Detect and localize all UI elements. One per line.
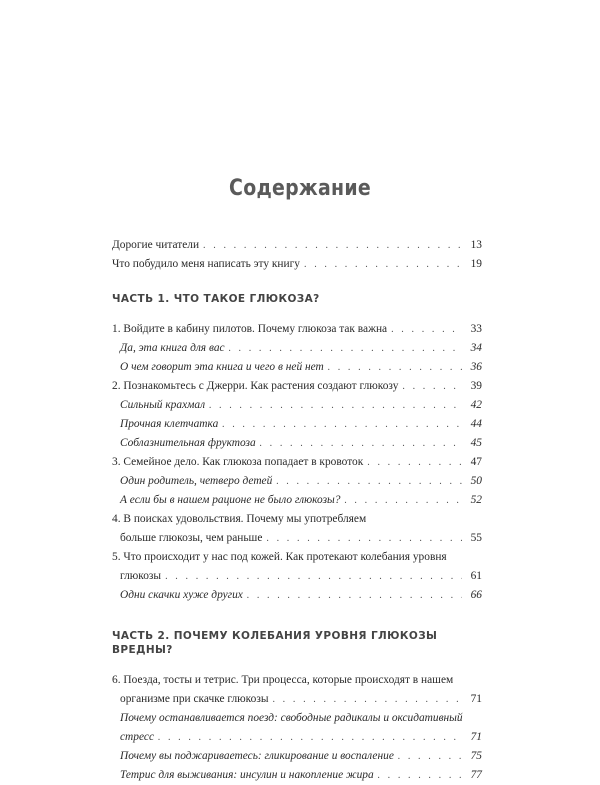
toc-entry-text: Прочная клетчатка [120, 418, 219, 430]
toc-entry-text: 2. Познакомьтесь с Джерри. Как растения создают глюкозу [112, 380, 399, 392]
table-of-contents [112, 236, 482, 785]
toc-entry-chapter-4[interactable] [112, 510, 482, 548]
toc-entry-chapter-3-section-1[interactable] [112, 472, 482, 491]
toc-entry-text: Почему вы поджариваетесь: гликирование и воспаление [120, 750, 394, 762]
toc-entry-chapter-3-section-2[interactable] [112, 491, 482, 510]
toc-entry-chapter-5[interactable] [112, 548, 482, 586]
toc-entry-text: 4. В поисках удовольствия. Почему мы употребляем [112, 513, 367, 525]
leader-dots [328, 358, 462, 377]
page-number: 50 [470, 475, 482, 487]
page-number: 36 [470, 361, 482, 373]
toc-entry-text: Дорогие читатели [112, 239, 200, 251]
toc-entry-text: Что побудило меня написать эту книгу [112, 258, 300, 270]
leader-dots [272, 690, 462, 709]
toc-entry-text: Один родитель, четверо детей [120, 475, 273, 487]
toc-entry-text: Соблазнительная фруктоза [120, 437, 256, 449]
toc-entry-chapter-1[interactable] [112, 320, 482, 339]
toc-entry-chapter-2-section-3[interactable] [112, 434, 482, 453]
leader-dots [229, 339, 462, 358]
leader-dots [304, 255, 462, 274]
toc-entry-text: Одни скачки хуже других [120, 589, 243, 601]
part-2-heading: ЧАСТЬ 2. ПОЧЕМУ КОЛЕБАНИЯ УРОВНЯ ГЛЮКОЗЫ ВРЕДНЫ? [112, 630, 438, 656]
toc-entry-text: 1. Войдите в кабину пилотов. Почему глюкоза так важна [112, 323, 388, 335]
leader-dots [402, 377, 462, 396]
page-number: 19 [470, 258, 482, 270]
toc-entry-chapter-3[interactable] [112, 453, 482, 472]
toc-entry-dear-readers[interactable] [112, 236, 482, 255]
leader-dots [391, 320, 462, 339]
toc-entry-text: А если бы в нашем рационе не было глюкозы? [120, 494, 341, 506]
toc-entry-chapter-6-section-3[interactable] [112, 766, 482, 785]
toc-entry-text-continued: больше глюкозы, чем раньше [120, 532, 263, 544]
toc-entry-text: 6. Поезда, тосты и тетрис. Три процесса, которые происходят в нашем [112, 674, 454, 686]
page-number: 66 [470, 589, 482, 601]
page-number: 77 [470, 769, 482, 781]
toc-entry-text-continued: организме при скачке глюкозы [120, 693, 269, 705]
page-number: 44 [470, 418, 482, 430]
leader-dots [209, 396, 462, 415]
page-number: 71 [470, 731, 482, 743]
toc-entry-chapter-6-section-1[interactable] [112, 709, 482, 747]
toc-entry-text: О чем говорит эта книга и чего в ней нет [120, 361, 324, 373]
page-number: 33 [470, 323, 482, 335]
leader-dots [260, 434, 462, 453]
leader-dots [165, 567, 462, 586]
page-number: 34 [470, 342, 482, 354]
toc-entry-text: Сильный крахмал [120, 399, 206, 411]
toc-entry-text: Тетрис для выживания: инсулин и накопление жира [120, 769, 374, 781]
toc-entry-text: 5. Что происходит у нас под кожей. Как протекают колебания уровня [112, 551, 447, 563]
leader-dots [367, 453, 462, 472]
toc-entry-chapter-6[interactable] [112, 671, 482, 709]
part-1-heading: ЧАСТЬ 1. ЧТО ТАКОЕ ГЛЮКОЗА? [112, 293, 320, 305]
toc-entry-text-continued: стресс [120, 731, 154, 743]
leader-dots [203, 236, 462, 255]
leader-dots [378, 766, 462, 785]
leader-dots [266, 529, 462, 548]
page-number: 39 [470, 380, 482, 392]
page-number: 13 [470, 239, 482, 251]
toc-entry-chapter-1-section-2[interactable] [112, 358, 482, 377]
leader-dots [158, 728, 462, 747]
page-number: 71 [470, 693, 482, 705]
page-number: 75 [470, 750, 482, 762]
toc-entry-text: 3. Семейное дело. Как глюкоза попадает в кровоток [112, 456, 364, 468]
toc-entry-chapter-2[interactable] [112, 377, 482, 396]
page-number: 52 [470, 494, 482, 506]
page-number: 47 [470, 456, 482, 468]
page-number: 61 [470, 570, 482, 582]
page-number: 55 [470, 532, 482, 544]
toc-entry-chapter-2-section-1[interactable] [112, 396, 482, 415]
toc-entry-chapter-2-section-2[interactable] [112, 415, 482, 434]
leader-dots [222, 415, 462, 434]
toc-entry-text-continued: глюкозы [120, 570, 162, 582]
toc-entry-text: Да, эта книга для вас [120, 342, 225, 354]
toc-entry-chapter-5-section-1[interactable] [112, 586, 482, 605]
leader-dots [247, 586, 462, 605]
page-title: Содержание [229, 176, 371, 201]
toc-entry-text: Почему останавливается поезд: свободные радикалы и оксидативный [120, 712, 463, 724]
page-number: 45 [470, 437, 482, 449]
leader-dots [276, 472, 462, 491]
toc-entry-why-i-wrote[interactable] [112, 255, 482, 274]
page-number: 42 [470, 399, 482, 411]
toc-entry-chapter-1-section-1[interactable] [112, 339, 482, 358]
leader-dots [344, 491, 462, 510]
